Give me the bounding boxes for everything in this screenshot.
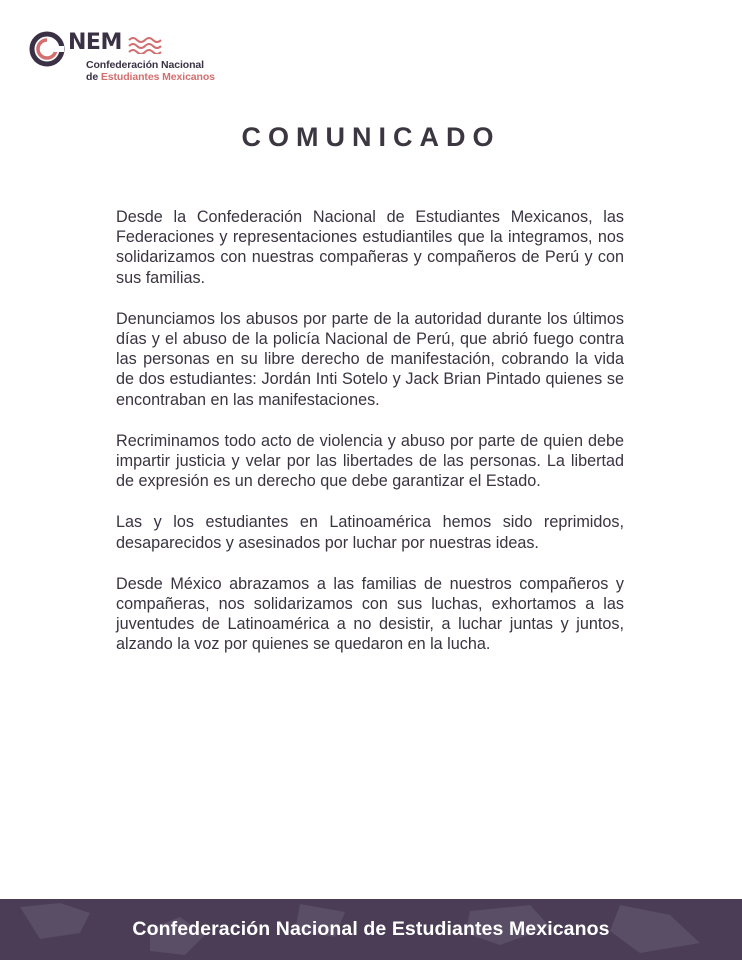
logo-tagline-line1: Confederación Nacional	[86, 59, 204, 71]
paragraph-solidarity: Desde la Confederación Nacional de Estudiantes Mexicanos, las Federaciones y representaciones estudiantiles que la integramos, nos solidarizamos con nuestras compañeras y compañeros de Perú y con sus familias.	[116, 208, 624, 287]
logo-tagline-accent: Estudiantes Mexicanos	[100, 71, 215, 83]
paragraph-denunciation: Denunciamos los abusos por parte de la autoridad durante los últimos días y el abuso de la policía Nacional de Perú, que abrió fuego contra las personas en su libre derecho de manifestación, cobrando la vida de dos estudiantes: Jordán Inti Sotelo y Jack Brian Pintado quienes se encontraban en las manifestaciones.	[116, 309, 624, 409]
logo-tagline-prefix: de	[86, 71, 99, 83]
footer-title: Confederación Nacional de Estudiantes Mexicanos	[132, 918, 610, 940]
paragraph-recrimination: Recriminamos todo acto de violencia y abuso por parte de quien debe impartir justicia y velar por las libertades de las personas. La libertad de expresión es un derecho que debe garantizar el Estado.	[116, 431, 624, 491]
footer-banner	[0, 899, 742, 960]
paragraph-closing: Desde México abrazamos a las familias de nuestros compañeros y compañeras, nos solidarizamos con sus luchas, exhortamos a las juventudes de Latinoamérica a no desistir, a luchar juntas y juntos, alzando la voz por quienes se quedaron en la lucha.	[116, 574, 624, 654]
waves-icon	[128, 36, 164, 54]
conem-logo	[28, 30, 218, 86]
communique-body	[116, 207, 624, 676]
paragraph-latin-america: Las y los estudiantes en Latinoamérica hemos sido reprimidos, desaparecidos y asesinados por luchar por nuestras ideas.	[116, 513, 624, 552]
logo-wordmark: NEM	[68, 30, 122, 55]
page-title: COMUNICADO	[241, 122, 501, 152]
logo-tagline-line2	[86, 71, 215, 83]
conem-logo-mark-icon	[28, 30, 70, 72]
